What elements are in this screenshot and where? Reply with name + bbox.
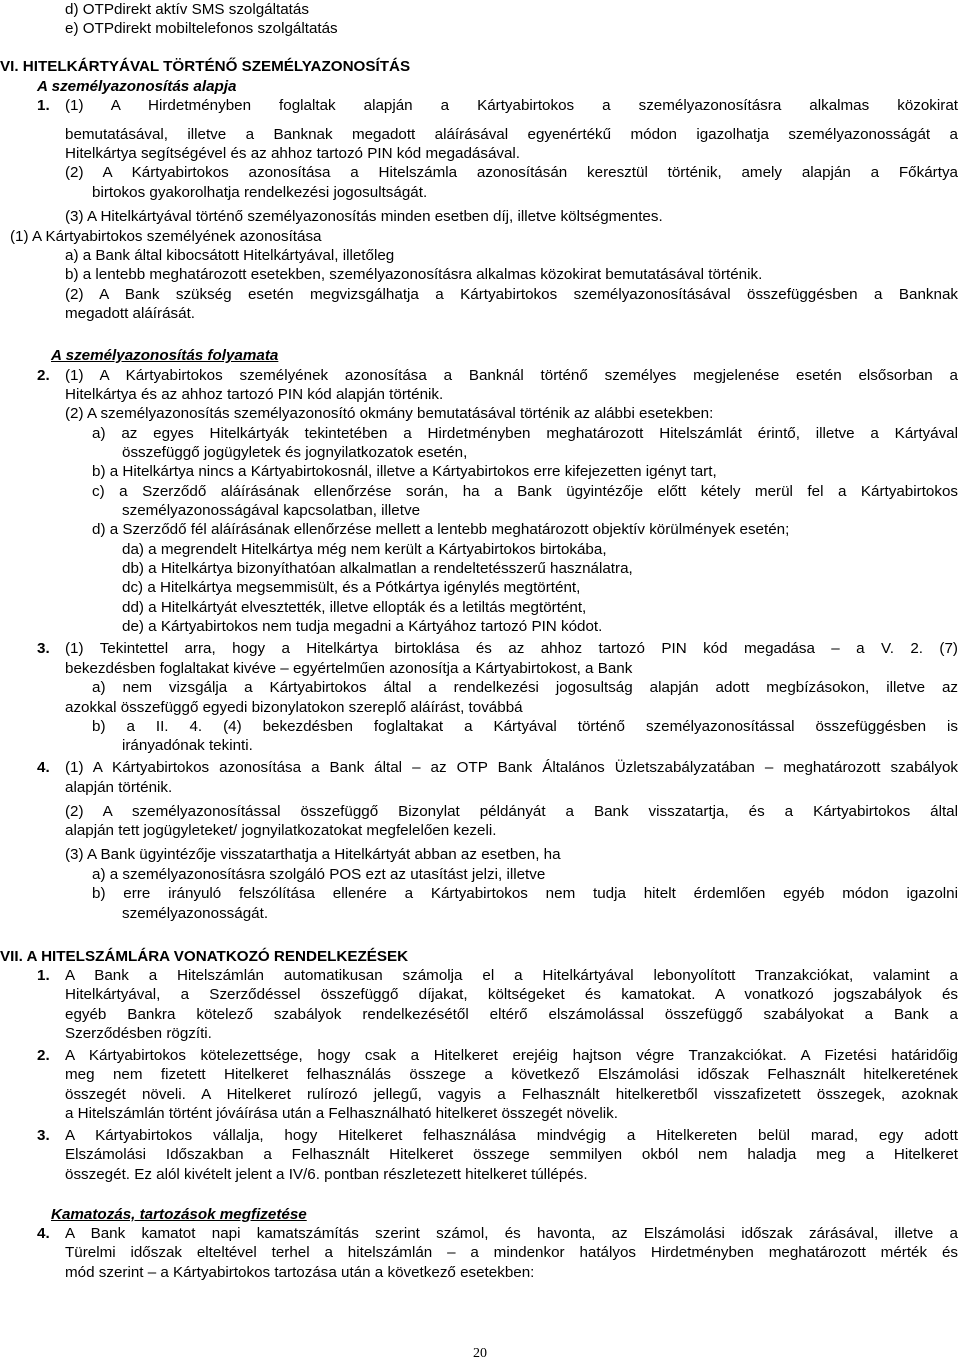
paragraph-line: Türelmi időszak elteltével terhel a hitelszámlán – a mindenkor hatályos Hirdetményben meghatározott mérték és xyxy=(65,1244,958,1261)
paragraph-line: (1) A Hirdetményben foglaltak alapján a Kártyabirtokos a személyazonosításra alkalmas közokirat xyxy=(65,97,958,114)
paragraph-line: (1) A Kártyabirtokos azonosítása a Bank által – az OTP Bank Általános Üzletszabályzatában – meghatározott szabályok xyxy=(65,759,958,776)
page-number: 20 xyxy=(473,1346,487,1361)
item-number: 4. xyxy=(37,1225,50,1242)
paragraph-line: meg nem fizetett Hitelkeret felhasználás összege a következő Elszámolási időszak Felhasznált hitelkeretének xyxy=(65,1066,958,1083)
list-item: b) a Hitelkártya nincs a Kártyabirtokosnál, illetve a Kártyabirtokos erre kifejezetten igényt tart, xyxy=(92,463,717,480)
list-item: c) a Szerződő aláírásának ellenőrzése során, ha a Bank ügyintézője előtt kétely merül fel a Kártyabirtokos xyxy=(92,483,958,500)
paragraph-line: Szerződésben rögzíti. xyxy=(65,1025,212,1042)
list-item: a) nem vizsgálja a Kártyabirtokos által a rendelkezési jogosultság alapján adott megbízásokon, illetve az xyxy=(92,679,958,696)
paragraph-line: egyéb Bankra kötelező szabályok rendelkezésétől eltérő elszámolással összefüggő szabályokat a Bank a xyxy=(65,1006,958,1023)
paragraph-line: Hitelkártyával, a Szerződéssel összefüggő díjakat, költségeket és kamatokat. A vonatkozó jogszabályok és xyxy=(65,986,958,1003)
paragraph-line: A Bank a Hitelszámlán automatikusan számolja el a Hitelkártyával lebonyolított Tranzakciókat, valamint a xyxy=(65,967,958,984)
paragraph-line: alapján tett jogügyleteket/ jognyilatkozatokat megfelelően kezeli. xyxy=(65,822,497,839)
paragraph-line: (2) A személyazonosítással összefüggő Bizonylat példányát a Bank visszatartja, és a Kártyabirtokos által xyxy=(65,803,958,820)
paragraph-line: (1) A Kártyabirtokos személyének azonosítása a Banknál történő személyes megjelenése esetén elsősorban a xyxy=(65,367,958,384)
paragraph-line: A Kártyabirtokos kötelezettsége, hogy csak a Hitelkeret erejéig hajtson végre Tranzakciókat. A Fizetési határidőig xyxy=(65,1047,958,1064)
list-item: a) az egyes Hitelkártyák tekintetében a Hirdetményben meghatározott Hitelszámlát érintő, illetve a Kártyával xyxy=(92,425,958,442)
list-item: személyazonosságával kapcsolatban, illetve xyxy=(122,502,421,519)
section-heading: VI. HITELKÁRTYÁVAL TÖRTÉNŐ SZEMÉLYAZONOSÍTÁS xyxy=(0,58,411,75)
item-number: 4. xyxy=(37,759,50,776)
paragraph-line: összegét. Ez alól kivételt jelent a IV/6. pontban részletezett hitelkeret túllépés. xyxy=(65,1166,588,1183)
paragraph-line: (3) A Bank ügyintézője visszatarthatja a Hitelkártyát abban az esetben, ha xyxy=(65,846,561,863)
item-number: 1. xyxy=(37,97,50,114)
subsection-heading: A személyazonosítás folyamata xyxy=(51,347,279,364)
paragraph-line: a Hitelszámlán történt jóváírása után a Felhasználható hitelkeret összegét növelik. xyxy=(65,1105,618,1122)
paragraph-line: (3) A Hitelkártyával történő személyazonosítás minden esetben díj, illetve költségmentes. xyxy=(65,208,663,225)
item-number: 3. xyxy=(37,1127,50,1144)
list-item: da) a megrendelt Hitelkártya még nem került a Kártyabirtokos birtokába, xyxy=(122,541,607,558)
item-number: 3. xyxy=(37,640,50,657)
paragraph-line: alapján történik. xyxy=(65,779,173,796)
list-item: b) a II. 4. (4) bekezdésben foglaltakat a Kártyával történő személyazonosítással összefüggésben is xyxy=(92,718,958,735)
paragraph-line: Elszámolási Időszakban a Felhasznált Hitelkeret összege semmilyen okból nem haladja meg a Hitelkeret xyxy=(65,1146,958,1163)
paragraph-line: azokkal összefüggő egyedi bizonylatokon szereplő aláírást, továbbá xyxy=(65,699,523,716)
paragraph-line: bekezdésben foglaltakat kivéve – egyértelműen azonosítja a Kártyabirtokost, a Bank xyxy=(65,660,633,677)
list-item: személyazonosságát. xyxy=(122,905,269,922)
paragraph-line: (2) A személyazonosítás személyazonosító okmány bemutatásával történik az alábbi esetekben: xyxy=(65,405,714,422)
item-number: 2. xyxy=(37,1047,50,1064)
paragraph-line: Hitelkártya és az ahhoz tartozó PIN kód alapján történik. xyxy=(65,386,444,403)
section-heading: VII. A HITELSZÁMLÁRA VONATKOZÓ RENDELKEZÉSEK xyxy=(0,948,409,965)
paragraph-line: Hitelkártya segítségével és az ahhoz tartozó PIN kód megadásával. xyxy=(65,145,521,162)
paragraph-line: bemutatásával, illetve a Banknak megadott aláírásával egyenértékű módon igazolhatja személyazonosságát a xyxy=(65,126,958,143)
paragraph-line: összegét növeli. A Hitelkeret rulírozó jellegű, vagyis a Felhasznált hitelkeretből visszafizetett összegek, azoknak xyxy=(65,1086,958,1103)
list-item: dd) a Hitelkártyát elvesztették, illetve ellopták és a letiltás megtörtént, xyxy=(122,599,587,616)
paragraph-line: A Bank kamatot napi kamatszámítás szerint számol, és havonta, az Elszámolási időszak zárásával, illetve a xyxy=(65,1225,958,1242)
paragraph-line: mód szerint – a Kártyabirtokos tartozása után a következő esetekben: xyxy=(65,1264,535,1281)
list-item: b) erre irányuló felszólítása ellenére a Kártyabirtokos nem tudja hitelt érdemlően egyéb módon igazolni xyxy=(92,885,958,902)
item-number: 2. xyxy=(37,367,50,384)
paragraph-line: (1) Tekintettel arra, hogy a Hitelkártya birtoklása és az ahhoz tartozó PIN kód megadása – a V. 2. (7) xyxy=(65,640,958,657)
item-number: 1. xyxy=(37,967,50,984)
paragraph-line: (2) A Kártyabirtokos azonosítása a Hitelszámla azonosításán keresztül történik, amely alapján a Főkártya xyxy=(65,164,958,181)
list-item: db) a Hitelkártya bizonyíthatóan alkalmatlan a rendeltetésszerű használatra, xyxy=(122,560,633,577)
paragraph-line: megadott aláírását. xyxy=(65,305,196,322)
list-item: összefüggő jogügyletek és jognyilatkozatok esetén, xyxy=(122,444,468,461)
list-item: d) OTPdirekt aktív SMS szolgáltatás xyxy=(65,1,309,18)
list-item: a) a Bank által kibocsátott Hitelkártyával, illetőleg xyxy=(65,247,395,264)
paragraph-line: (1) A Kártyabirtokos személyének azonosítása xyxy=(10,228,322,245)
subsection-heading: Kamatozás, tartozások megfizetése xyxy=(51,1206,307,1223)
paragraph-line: birtokos gyakorolhatja rendelkezési jogosultságát. xyxy=(92,184,428,201)
subsection-heading: A személyazonosítás alapja xyxy=(37,78,237,95)
list-item: irányadónak tekinti. xyxy=(122,737,253,754)
list-item: a) a személyazonosításra szolgáló POS ezt az utasítást jelzi, illetve xyxy=(92,866,546,883)
list-item: b) a lentebb meghatározott esetekben, személyazonosításra alkalmas közokirat bemutatásával történik. xyxy=(65,266,763,283)
list-item: e) OTPdirekt mobiltelefonos szolgáltatás xyxy=(65,20,338,37)
list-item: de) a Kártyabirtokos nem tudja megadni a Kártyához tartozó PIN kódot. xyxy=(122,618,603,635)
paragraph-line: A Kártyabirtokos vállalja, hogy Hitelkeret felhasználása mindvégig a Hitelkereten belül marad, egy adott xyxy=(65,1127,958,1144)
list-item: d) a Szerződő fél aláírásának ellenőrzése mellett a lentebb meghatározott objektív körülmények esetén; xyxy=(92,521,790,538)
list-item: dc) a Hitelkártya megsemmisült, és a Pótkártya igénylés megtörtént, xyxy=(122,579,581,596)
paragraph-line: (2) A Bank szükség esetén megvizsgálhatja a Kártyabirtokos személyazonosításával összefüggésben a Banknak xyxy=(65,286,958,303)
